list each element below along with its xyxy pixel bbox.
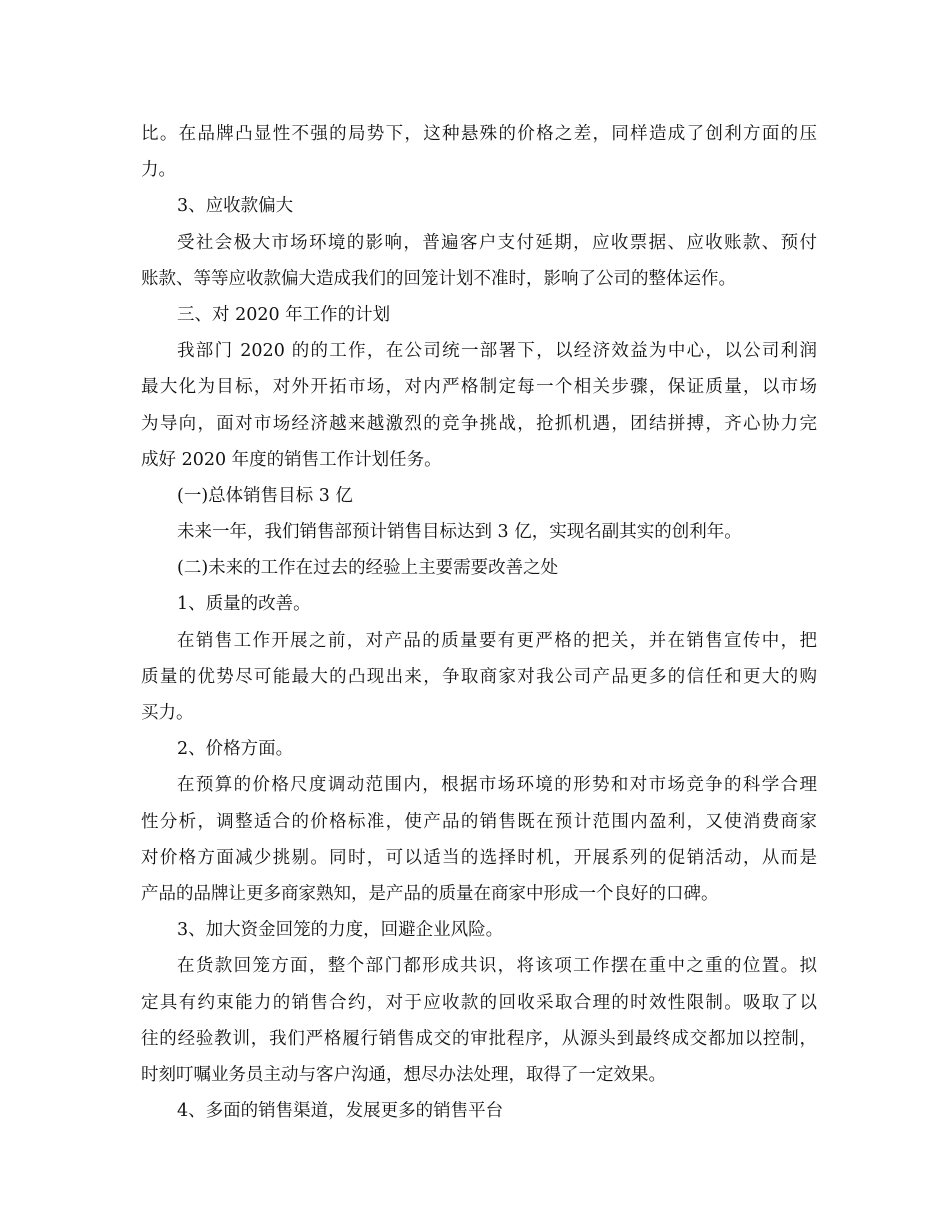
section-heading: 1、质量的改善。 xyxy=(177,594,311,615)
section-heading: 3、加大资金回笼的力度，回避企业风险。 xyxy=(177,920,504,941)
paragraph-line: 质量的优势尽可能最大的凸现出来，争取商家对我公司产品更多的信任和更大的购 xyxy=(141,666,817,687)
paragraph-line: 产品的品牌让更多商家熟知，是产品的质量在商家中形成一个良好的口碑。 xyxy=(141,883,719,904)
paragraph-line: 在销售工作开展之前，对产品的质量要有更严格的把关，并在销售宣传中，把 xyxy=(177,630,817,651)
paragraph-line: 账款、等等应收款偏大造成我们的回笼计划不准时，影响了公司的整体运作。 xyxy=(141,268,736,289)
section-heading: (二)未来的工作在过去的经验上主要需要改善之处 xyxy=(177,558,559,579)
section-heading: 4、多面的销售渠道，发展更多的销售平台 xyxy=(177,1101,504,1122)
paragraph-line: 对价格方面减少挑剔。同时，可以适当的选择时机，开展系列的促销活动，从而是 xyxy=(141,847,817,868)
section-heading: 3、应收款偏大 xyxy=(177,196,294,217)
section-heading: (一)总体销售目标 3 亿 xyxy=(177,485,353,506)
paragraph-line: 比。在品牌凸显性不强的局势下，这种悬殊的价格之差，同样造成了创利方面的压 xyxy=(141,124,817,144)
paragraph-line: 成好 2020 年度的销售工作计划任务。 xyxy=(141,449,442,470)
paragraph-line: 在货款回笼方面，整个部门都形成共识，将该项工作摆在重中之重的位置。拟 xyxy=(177,956,817,977)
paragraph-line: 受社会极大市场环境的影响，普遍客户支付延期，应收票据、应收账款、预付 xyxy=(177,232,817,253)
paragraph-line: 往的经验教训，我们严格履行销售成交的审批程序，从源头到最终成交都加以控制， xyxy=(141,1028,817,1049)
paragraph-line: 力。 xyxy=(141,160,176,181)
paragraph-line: 买力。 xyxy=(141,703,194,723)
paragraph-line: 定具有约束能力的销售合约，对于应收款的回收采取合理的时效性限制。吸取了以 xyxy=(141,992,817,1013)
section-heading: 三、对 2020 年工作的计划 xyxy=(177,304,391,325)
paragraph-line: 未来一年，我们销售部预计销售目标达到 3 亿，实现名副其实的创利年。 xyxy=(177,522,742,543)
document-body xyxy=(141,116,817,1129)
section-heading: 2、价格方面。 xyxy=(177,739,294,760)
paragraph-line: 为导向，面对市场经济越来越激烈的竞争挑战，抢抓机遇，团结拼搏，齐心协力完 xyxy=(141,413,817,434)
paragraph-line: 我部门 2020 的的工作，在公司统一部署下，以经济效益为中心，以公司利润 xyxy=(177,341,817,362)
paragraph-line: 时刻叮嘱业务员主动与客户沟通，想尽办法处理，取得了一定效果。 xyxy=(141,1064,666,1085)
paragraph-line: 最大化为目标，对外开拓市场，对内严格制定每一个相关步骤，保证质量，以市场 xyxy=(141,377,817,398)
paragraph-line: 性分析，调整适合的价格标准，使产品的销售既在预计范围内盈利，又使消费商家 xyxy=(141,811,817,832)
paragraph-line: 在预算的价格尺度调动范围内，根据市场环境的形势和对市场竞争的科学合理 xyxy=(177,775,817,796)
